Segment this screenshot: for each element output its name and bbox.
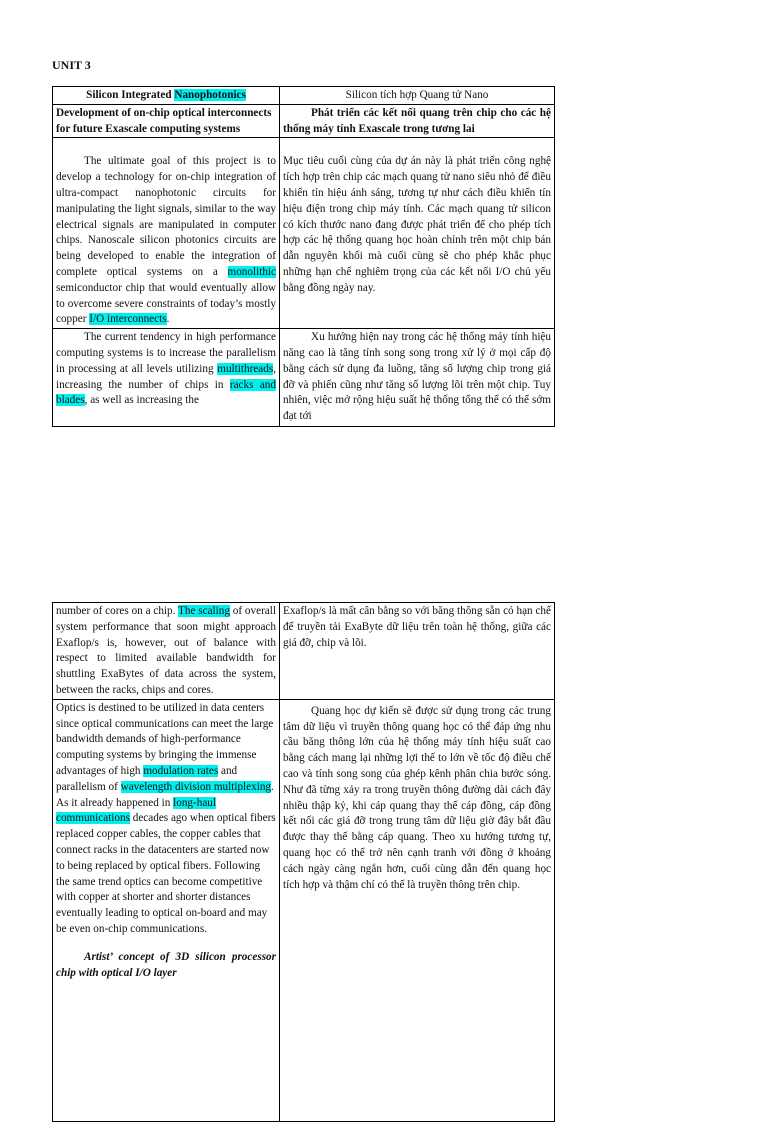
para3-en-wrapper [56, 701, 276, 1121]
para2-en-highlight-multithreads: multithreads [217, 362, 274, 375]
heading-en-cell [53, 104, 280, 138]
para1-en-highlight-io: I/O interconnects [89, 313, 167, 326]
header-vn-text: Silicon tích hợp Quang tử Nano [345, 89, 489, 101]
para3-en-highlight-modulation: modulation rates [143, 764, 219, 777]
para2-en-cell [53, 329, 280, 427]
para1-en-part-a: The ultimate goal of this project is to develop a technology for on-chip integration of ultra-compact nanophotonic circuits for manipulating the light signals, similar to the way electrical signals are manipulated in computer chips. Nanoscale silicon photonics circuits are being developed to enable the integration of complete optical systems on a [56, 155, 276, 278]
para3-en-part-b: and parallelism of [56, 764, 238, 793]
heading-vn-cell [280, 104, 555, 138]
header-vn-cell [280, 87, 555, 105]
heading-vn-text: Phát triển các kết nối quang trên chip cho các hệ thống máy tính Exascale trong tương lai [283, 106, 551, 135]
para2-cont-en-part-a: number of cores on a chip. [56, 605, 179, 617]
para3-vn-cell [280, 699, 555, 1121]
para2-cont-en-part-b: of overall system performance that soon might approach Exaflop/s is, however, out of balance with respect to limited available bandwidth for shuttling ExaBytes of data across the system, between the racks, chips and cores. [56, 605, 276, 696]
paragraph-1-row [53, 138, 555, 329]
para2-cont-vn-text: Exaflop/s là mất cân bằng so với băng thông sẵn có hạn chế để truyền tải ExaByte dữ liệu trên toàn hệ thống, giữa các giá đỡ, chip và lõi. [283, 605, 551, 649]
para2-vn-text: Xu hướng hiện nay trong các hệ thống máy tính hiệu năng cao là tăng tính song song trong xử lý ở mọi cấp độ bằng cách sử dụng đa luồng, tăng số lượng chip trong giá đỡ và phiến cũng như tăng số lượng lõi trên một chip. Tuy nhiên, việc mở rộng hiệu suất hệ thống tổng thể có thể sớm đạt tới [283, 331, 551, 423]
para3-en-part-c: . As it already happened in [56, 780, 274, 809]
para2-cont-en-cell [53, 603, 280, 700]
para1-en-cell [53, 138, 280, 329]
header-en-text: Silicon Integrated [86, 89, 175, 101]
figure-caption: Artist’ concept of 3D silicon processor chip with optical I/O layer [56, 950, 276, 979]
heading-en-text: Development of on-chip optical interconnects for future Exascale computing systems [56, 106, 272, 135]
header-en-cell [53, 87, 280, 105]
para1-en-part-b: semiconductor chip that would eventually allow to overcome severe constraints of today’s mostly copper [56, 281, 276, 326]
unit-label: UNIT 3 [52, 58, 91, 72]
para1-en-part-c: . [166, 313, 170, 326]
translation-table-page-1 [52, 86, 555, 427]
para3-vn-text: Quang học dự kiến sẽ được sử dụng trong các trung tâm dữ liệu vì truyền thông quang học có thể đáp ứng nhu cầu băng thông lớn của hệ thống máy tính hiệu suất cao bằng cách mang lại những lợi thế to lớn về tốc độ điều chế cao và tính song song của ghép kênh phân chia bước sóng. Như đã từng xảy ra trong truyền thông đường dài cách đây nhiều thập kỷ, khi cáp quang thay thế cáp đồng, cáp đồng kết nối các giá đỡ trong trung tâm dữ liệu giờ đây bắt đầu được thay thế bằng cáp quang. Theo xu hướng tương tự, quang học có thể trở nên cạnh tranh với đồng ở khoảng cách ngày càng ngắn hơn, cuối cùng dẫn đến quang học tích hợp và thậm chí có thể là truyền thông trên chip. [283, 704, 551, 891]
para3-en-highlight-wdm: wavelength division multiplexing [120, 780, 272, 793]
para3-en-part-a: Optics is destined to be utilized in data centers since optical communications can meet the large bandwidth demands of high-performance computing systems by bringing the immense advantages of high [56, 701, 274, 777]
para1-en-highlight-monolithic: monolithic [227, 265, 276, 278]
para3-en-highlight-longhaul: long-haul communications [56, 796, 217, 825]
para2-en-part-b: , increasing the number of chips in [56, 362, 276, 391]
para2-en-text [56, 330, 276, 426]
para1-vn-cell [280, 138, 555, 329]
para2-en-part-c: , as well as increasing the [84, 394, 199, 407]
header-en-highlight: Nanophotonics [174, 89, 246, 101]
header-row [53, 87, 555, 105]
para2-cont-en-highlight-scaling: The scaling [178, 605, 230, 617]
para2-cont-en-text [56, 604, 276, 699]
translation-table-page-2 [52, 602, 555, 1122]
para3-en-part-d: decades ago when optical fibers replaced copper cables, the copper cables that connect racks in the datacenters are started now to being replaced by optical fibers. Following the same trend optics can become competitive with copper at shorter and shorter distances eventually leading to optical on-board and may be even on-chip communications. [56, 812, 276, 935]
paragraph-2-row [53, 329, 555, 427]
para2-vn-cell [280, 329, 555, 427]
para1-en-text [56, 154, 276, 328]
para2-cont-vn-cell [280, 603, 555, 700]
para2-en-part-a: The current tendency in high performance computing systems is to increase the parallelism in processing at all levels utilizing [56, 331, 276, 375]
para3-en-cell [53, 699, 280, 1121]
heading-row [53, 104, 555, 138]
para2-en-highlight-racks: racks and blades [56, 378, 276, 407]
para3-en-text [56, 701, 276, 938]
para1-vn-text: Mục tiêu cuối cùng của dự án này là phát triển công nghệ tích hợp trên chip các mạch quang tử nano siêu nhỏ để điều khiển tín hiệu ánh sáng, tương tự như cách điều khiển tín hiệu điện trong chip máy tính. Các mạch quang tử silicon có kích thước nano đang được phát triển để cho phép tích hợp các hệ thống quang học hoàn chỉnh trên một chip bán dẫn nguyên khối mà cuối cùng sẽ cho phép khắc phục những hạn chế nghiêm trọng của các kết nối I/O chủ yếu bằng đồng ngày nay. [283, 155, 551, 294]
paragraph-3-row [53, 699, 555, 1121]
paragraph-2-continued-row [53, 603, 555, 700]
